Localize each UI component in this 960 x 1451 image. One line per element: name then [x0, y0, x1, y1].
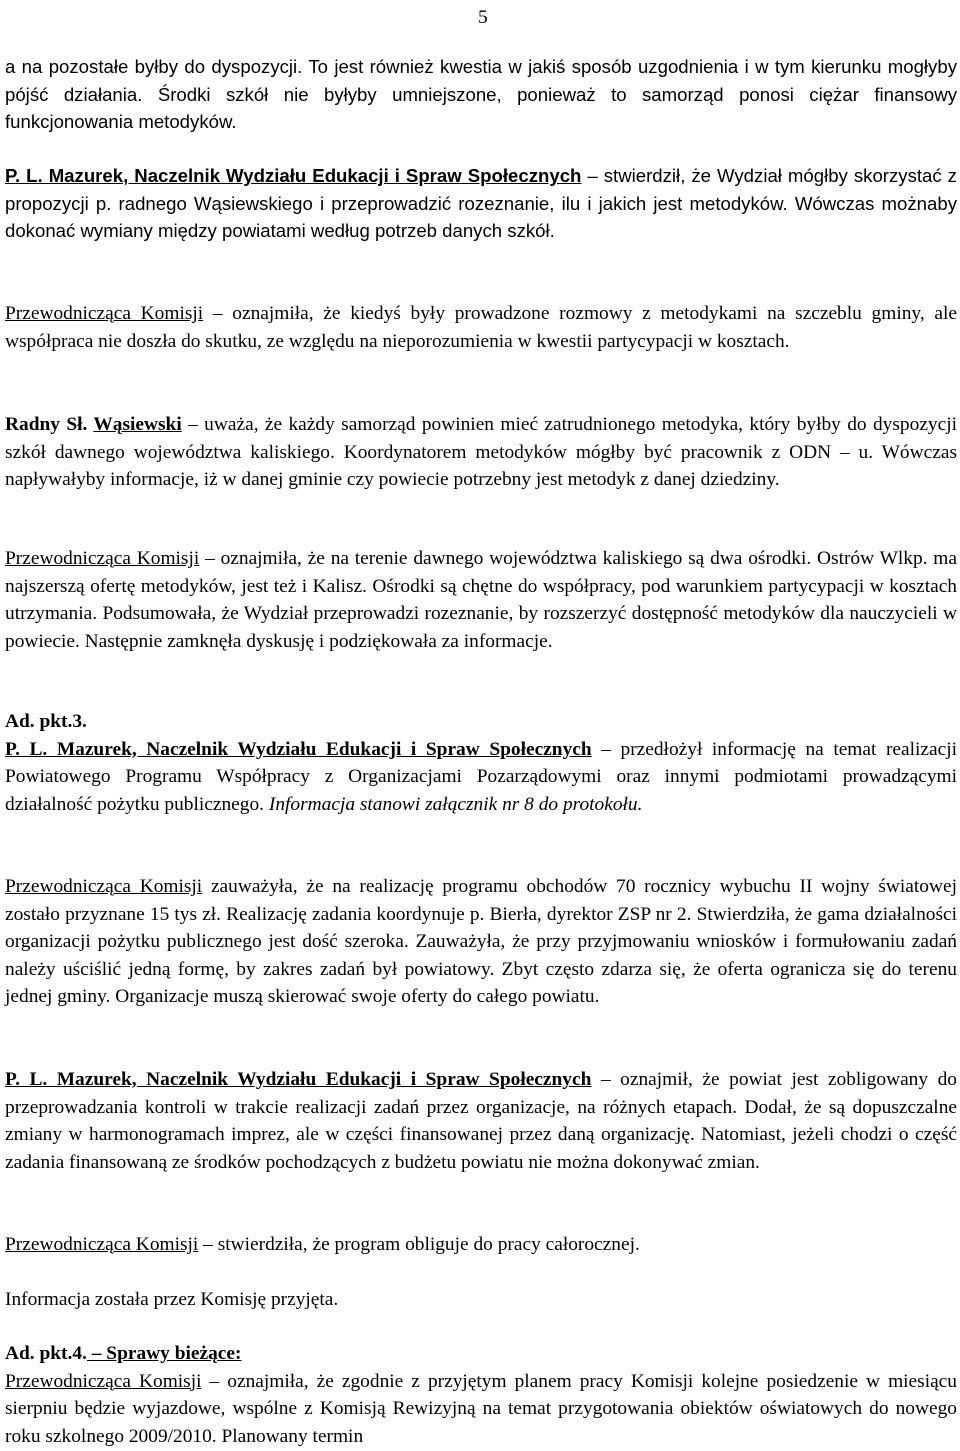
- document-page: [5, 0, 957, 1451]
- page-number: 5: [478, 7, 488, 28]
- speaker-name: P. L. Mazurek, Naczelnik Wydziału Edukacji i Spraw Społecznych: [5, 1069, 592, 1090]
- paragraph-text: – stwierdziła, że program obliguje do pracy całorocznej.: [198, 1234, 640, 1255]
- paragraph-text: a na pozostałe byłby do dyspozycji. To jest również kwestia w jakiś sposób uzgodnienia i w tym kierunku mogłyby pójść działania. Środki szkół nie byłyby umniejszone, ponieważ to samorząd ponosi ciężar finansowy funkcjonowania metodyków.: [5, 56, 957, 132]
- paragraph-text: – oznajmiła, że zgodnie z przyjętym planem pracy Komisji kolejne posiedzenie w miesiącu sierpniu będzie wyjazdowe, wspólne z Komisją Rewizyjną na temat przygotowania obiektów oświatowych do nowego roku szkolnego 2009/2010. Planowany termin: [5, 1370, 957, 1447]
- speaker-name: Wąsiewski: [93, 414, 182, 435]
- paragraph-chair-1: [5, 300, 957, 355]
- paragraph-accepted: [5, 1286, 957, 1314]
- paragraph-text: – przedłożył informację na temat realizacji Powiatowego Programu Współpracy z Organizacjami Pozarządowymi oraz innymi podmiotami prowadzącymi działalność pożytku publicznego.: [5, 738, 957, 815]
- paragraph-wasiewski: [5, 411, 957, 494]
- speaker-prefix: Radny Sł.: [5, 414, 94, 435]
- paragraph-text: zauważyła, że na realizację programu obchodów 70 rocznicy wybuchu II wojny światowej zostało przyznane 15 tys zł. Realizację zadania koordynuje p. Bierła, dyrektor ZSP nr 2. Stwierdziła, że gama działalności organizacji pożytku publicznego jest dość szeroka. Zauważyła, że przy przyjmowaniu wniosków i formułowaniu zadań należy uściślić jedną formę, by zakres zadań był powiatowy. Zbyt często zdarza się, że oferta ogranicza się do terenu jednej gminy. Organizacje muszą skierować swoje oferty do całego powiatu.: [5, 876, 957, 1007]
- section-pkt4: [5, 1340, 957, 1450]
- section-heading: Ad. pkt.4.: [5, 1343, 87, 1364]
- paragraph-continuation: [5, 53, 957, 136]
- attachment-note: Informacja stanowi załącznik nr 8 do protokołu.: [268, 793, 643, 815]
- paragraph-text: – oznajmiła, że na terenie dawnego województwa kaliskiego są dwa ośrodki. Ostrów Wlkp. ma najszerszą ofertę metodyków, jest też i Kalisz. Ośrodki są chętne do współpracy, pod warunkiem partycypacji w kosztach utrzymania. Podsumowała, że Wydział przeprowadzi rozeznanie, by rozszerzyć dostępność metodyków dla nauczycieli w powiecie. Następnie zamknęła dyskusję i podziękowała za informacje.: [5, 548, 957, 652]
- speaker-name: P. L. Mazurek, Naczelnik Wydziału Edukacji i Spraw Społecznych: [5, 165, 582, 186]
- paragraph-text: – stwierdził, że Wydział mógłby skorzystać z propozycji p. radnego Wąsiewskiego i przeprowadzić rozeznanie, ilu i jakich jest metodyków. Wówczas możnaby dokonać wymiany między powiatami według potrzeb danych szkół.: [5, 165, 957, 241]
- speaker-name: P. L. Mazurek, Naczelnik Wydziału Edukacji i Spraw Społecznych: [5, 738, 592, 760]
- paragraph-mazurek-1: [5, 162, 957, 245]
- section-pkt3: [5, 708, 957, 818]
- paragraph-text: – oznajmił, że powiat jest zobligowany do przeprowadzania kontroli w trakcie realizacji zadań przez organizacje, na różnych etapach. Dodał, że są dopuszczalne zmiany w harmonogramach imprez, ale w części finansowanej przez daną organizację. Natomiast, jeżeli chodzi o część zadania finansowaną ze środków pochodzących z budżetu powiatu nie można dokonywać zmian.: [5, 1069, 957, 1173]
- speaker-name: Przewodnicząca Komisji: [5, 548, 200, 569]
- section-heading: Ad. pkt.3.: [5, 711, 87, 732]
- speaker-name: Przewodnicząca Komisji: [5, 303, 204, 324]
- section-heading-link: – Sprawy bieżące:: [86, 1343, 242, 1364]
- paragraph-text: – uważa, że każdy samorząd powinien mieć zatrudnionego metodyka, który byłby do dyspozycji szkół dawnego województwa kaliskiego. Koordynatorem metodyków mógłby być pracownik z ODN – u. Wówczas napływałyby informacje, iż w danej gminie czy powiecie potrzebny jest metodyk z danej dziedziny.: [5, 414, 958, 490]
- paragraph-chair-4: [5, 1231, 957, 1259]
- paragraph-chair-2: [5, 545, 957, 655]
- speaker-name: Przewodnicząca Komisji: [5, 1370, 202, 1392]
- paragraph-text: Informacja została przez Komisję przyjęta.: [5, 1289, 339, 1310]
- paragraph-mazurek-2: [5, 1066, 957, 1176]
- speaker-name: Przewodnicząca Komisji: [5, 1234, 199, 1255]
- speaker-name: Przewodnicząca Komisji: [5, 876, 203, 897]
- paragraph-chair-3: [5, 873, 957, 1011]
- paragraph-text: – oznajmiła, że kiedyś były prowadzone rozmowy z metodykami na szczeblu gminy, ale współpraca nie doszła do skutku, ze względu na nieporozumienia w kwestii partycypacji w kosztach.: [5, 303, 957, 352]
